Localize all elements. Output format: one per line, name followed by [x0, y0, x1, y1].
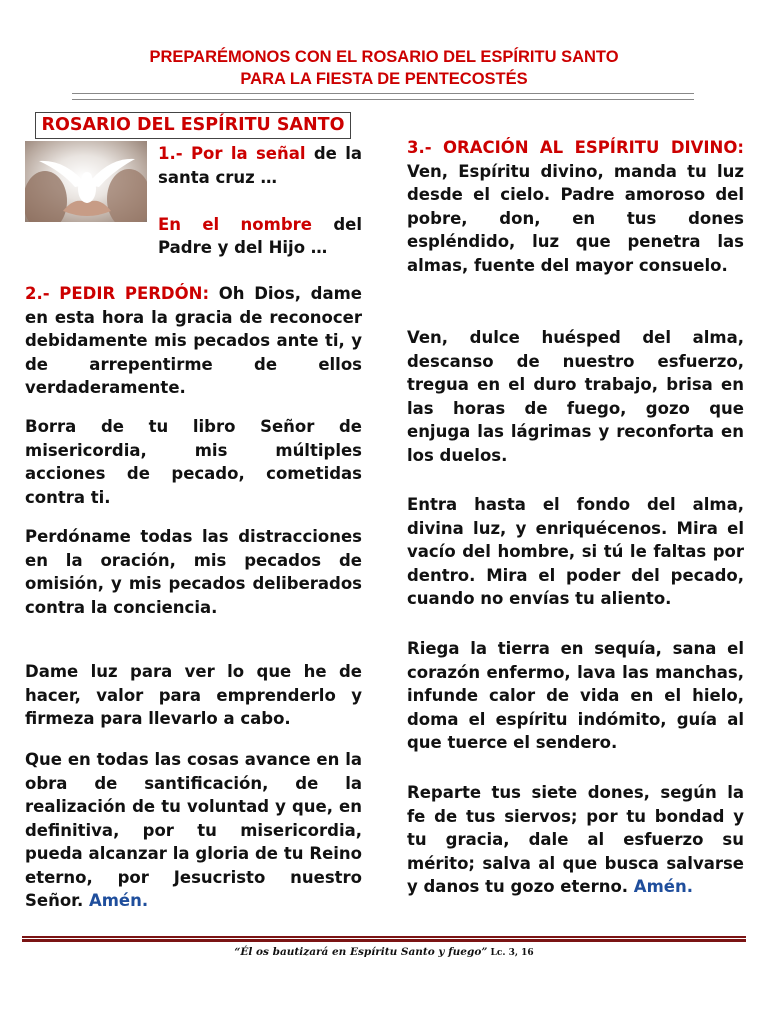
oracion-text-5: Reparte tus siete dones, según la fe de tus siervos; por tu bondad y tu gracia, dale al esfuerzo su mérito; salva al que busca salvarse y danos tu gozo eterno.: [407, 783, 744, 896]
oracion-paragraph-5: [407, 781, 744, 899]
footer-quote: [0, 946, 768, 958]
footer-citation: Lc. 3, 16: [487, 948, 534, 958]
oracion-paragraph-2: Ven, dulce huésped del alma, descanso de nuestro esfuerzo, tregua en el duro trabajo, brisa en las horas de fuego, gozo que enjuga las lágrimas y reconforta en los duelos.: [407, 328, 744, 465]
amen-left: Amén.: [83, 891, 149, 910]
pedir-perdon-paragraph-1: [25, 282, 362, 400]
header-divider: [72, 93, 694, 100]
pedir-perdon-paragraph-5: [25, 748, 362, 913]
amen-right: Amén.: [628, 877, 693, 896]
opening-sign-of-cross: [158, 142, 362, 260]
pedir-perdon-text-1: Oh Dios, dame en esta hora la gracia de reconocer debidamente mis pecados ante ti, y de arrepentirme de ellos verdaderamente.: [25, 284, 362, 397]
section-box-title: ROSARIO DEL ESPÍRITU SANTO: [35, 112, 351, 139]
footer-divider: [22, 936, 746, 942]
intro-line-2-text: del Padre y del Hijo …: [158, 214, 362, 257]
pedir-perdon-text-5: Que en todas las cosas avance en la obra de santificación, de la realización de tu voluntad y que, en definitiva, por tu misericordia, pueda alcanzar la gloria de tu Reino eterno, por Jesucristo nuestro Señor.: [25, 750, 362, 910]
intro-line-1: [158, 142, 362, 189]
oracion-paragraph-1: [407, 136, 744, 277]
intro-line-1-red: 1.- Por la señal: [158, 144, 306, 163]
intro-line-2: [158, 213, 362, 260]
oracion-heading: 3.- ORACIÓN AL ESPÍRITU DIVINO:: [407, 138, 744, 157]
pedir-perdon-heading: 2.- PEDIR PERDÓN:: [25, 284, 210, 303]
header-title-line2: PARA LA FIESTA DE PENTECOSTÉS: [240, 70, 528, 88]
page-header: [0, 46, 768, 90]
footer-quote-text: “Él os bautizará en Espíritu Santo y fuego”: [234, 946, 488, 958]
oracion-text-1: Ven, Espíritu divino, manda tu luz desde el cielo. Padre amoroso del pobre, don, en tus dones espléndido, luz que penetra las almas, fuente del mayor consuelo.: [407, 161, 744, 275]
header-title-line1: PREPARÉMONOS CON EL ROSARIO DEL ESPÍRITU SANTO: [149, 48, 619, 66]
dove-hands-image: [25, 141, 147, 222]
pedir-perdon-paragraph-2: Borra de tu libro Señor de misericordia, mis múltiples acciones de pecado, cometidas contra ti.: [25, 417, 362, 507]
oracion-paragraph-4: Riega la tierra en sequía, sana el corazón enfermo, lava las manchas, infunde calor de vida en el hielo, doma el espíritu indómito, guía al que tuerce el sendero.: [407, 639, 744, 752]
intro-line-2-red: En el nombre: [158, 214, 312, 234]
oracion-paragraph-3: Entra hasta el fondo del alma, divina luz, y enriquécenos. Mira el vacío del hombre, si tú le faltas por dentro. Mira el poder del pecado, cuando no envías tu aliento.: [407, 495, 744, 608]
pedir-perdon-paragraph-4: Dame luz para ver lo que he de hacer, valor para emprenderlo y firmeza para llevarlo a cabo.: [25, 662, 362, 728]
pedir-perdon-paragraph-3: Perdóname todas las distracciones en la oración, mis pecados de omisión, y mis pecados deliberados contra la conciencia.: [25, 527, 362, 617]
intro-line-1-text: de la santa cruz …: [158, 144, 363, 187]
